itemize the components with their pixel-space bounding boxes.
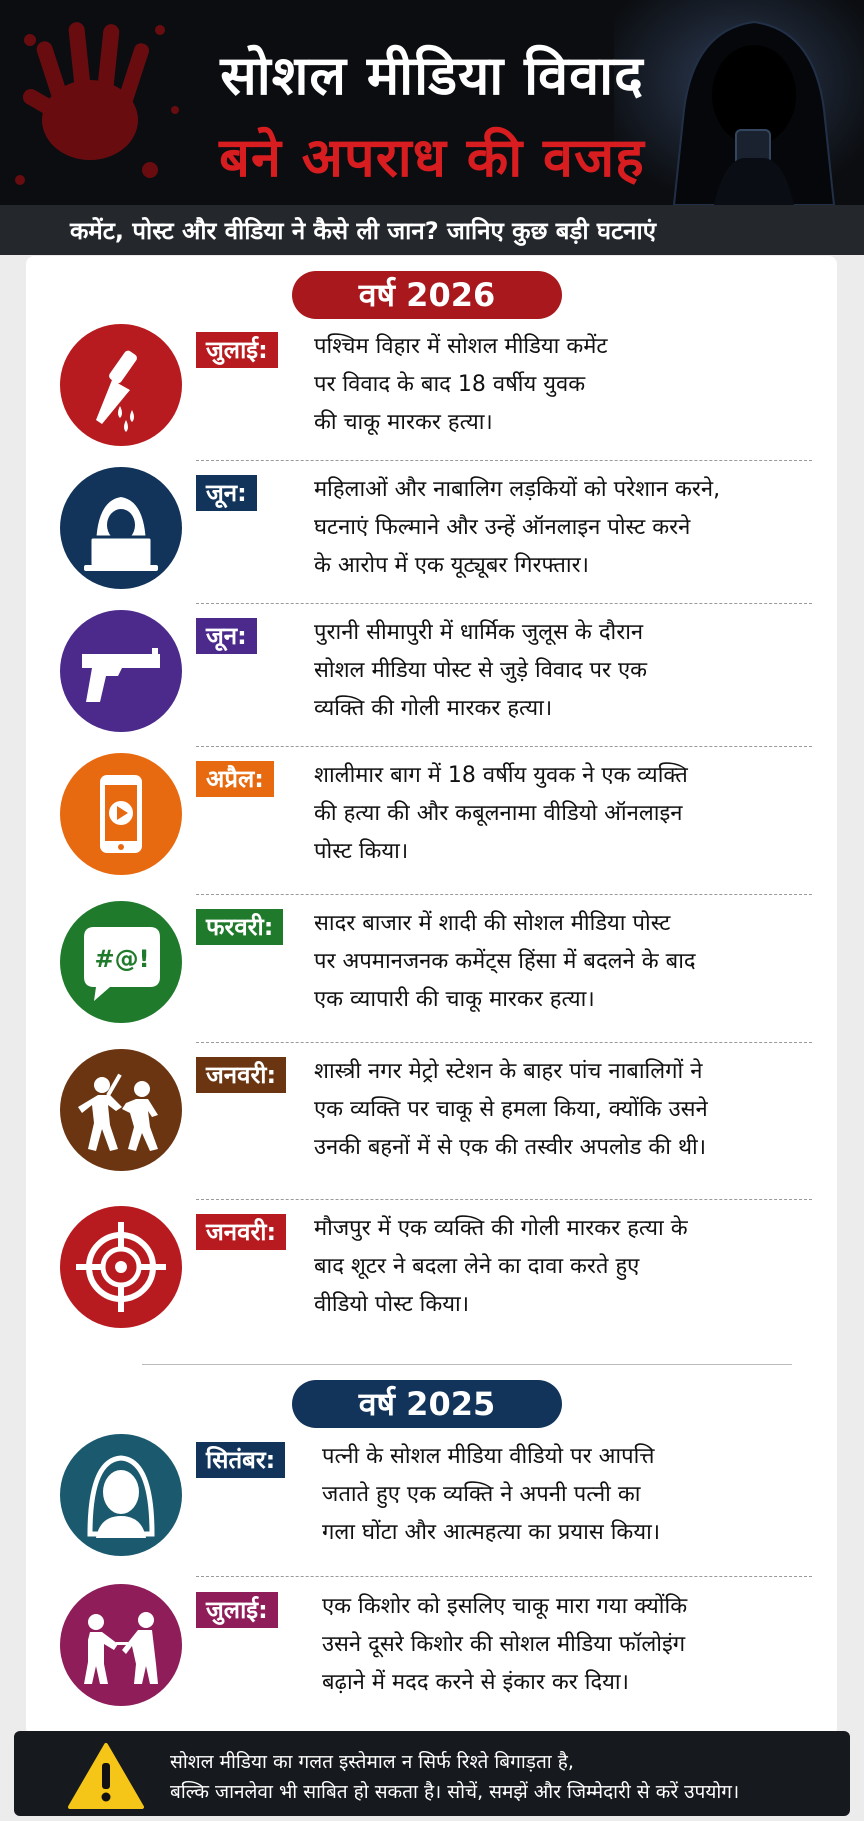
fight-icon bbox=[60, 1049, 182, 1171]
angry-comment-icon bbox=[60, 901, 182, 1023]
month-label: जून: bbox=[196, 618, 257, 654]
row-divider bbox=[196, 1199, 812, 1200]
subtitle: कमेंट, पोस्ट और वीडिया ने कैसे ली जान? जानिए कुछ बड़ी घटनाएं bbox=[70, 217, 656, 245]
year-2025-pill: वर्ष 2025 bbox=[292, 1380, 562, 1428]
footer-message bbox=[170, 1747, 840, 1807]
month-label: जनवरी: bbox=[196, 1057, 286, 1093]
header-banner bbox=[0, 0, 864, 205]
phone-video-icon bbox=[60, 753, 182, 875]
row-divider bbox=[196, 603, 812, 604]
incident-text: शालीमार बाग में 18 वर्षीय युवक ने एक व्यक्ति की हत्या की और कबूलनामा वीडियो ऑनलाइन पोस्ट किया। bbox=[314, 763, 688, 864]
incident-row bbox=[26, 897, 837, 1037]
incident-text: पत्नी के सोशल मीडिया वीडियो पर आपत्ति जताते हुए एक व्यक्ति ने अपनी पत्नी का गला घोंटा और आत्महत्या का प्रयास किया। bbox=[322, 1444, 661, 1545]
year-separator bbox=[142, 1364, 792, 1365]
incident-row bbox=[26, 463, 837, 603]
incident-row bbox=[26, 606, 837, 746]
row-divider bbox=[196, 460, 812, 461]
year-2026-pill: वर्ष 2026 bbox=[292, 271, 562, 319]
incident-text: शास्त्री नगर मेट्रो स्टेशन के बाहर पांच नाबालिगों ने एक व्यक्ति पर चाकू से हमला किया, क्योंकि उसने उनकी बहनों में से एक की तस्वीर अपलोड की थी। bbox=[314, 1059, 708, 1160]
incident-text: सादर बाजार में शादी की सोशल मीडिया पोस्ट पर अपमानजनक कमेंट्स हिंसा में बदलने के बाद एक व्यापारी की चाकू मारकर हत्या। bbox=[314, 911, 696, 1012]
month-label: जुलाई: bbox=[196, 332, 278, 368]
month-label: अप्रैल: bbox=[196, 761, 274, 797]
incident-row bbox=[26, 1045, 837, 1185]
headline-line-2: बने अपराध की वजह bbox=[219, 126, 645, 189]
headline-line-1: सोशल मीडिया विवाद bbox=[220, 44, 644, 107]
incident-row bbox=[26, 1202, 837, 1342]
incident-text: एक किशोर को इसलिए चाकू मारा गया क्योंकि उसने दूसरे किशोर की सोशल मीडिया फॉलोइंग बढ़ाने में मदद करने से इंकार कर दिया। bbox=[322, 1594, 688, 1695]
incident-text: महिलाओं और नाबालिग लड़कियों को परेशान करने, घटनाएं फिल्माने और उन्हें ऑनलाइन पोस्ट करने के आरोप में एक यूट्यूबर गिरफ्तार। bbox=[314, 477, 721, 578]
incident-row bbox=[26, 320, 837, 460]
month-label: फरवरी: bbox=[196, 909, 283, 945]
stabbing-icon bbox=[60, 1584, 182, 1706]
month-label: जनवरी: bbox=[196, 1214, 286, 1250]
warning-icon bbox=[66, 1741, 146, 1811]
svg-text:#@!: #@! bbox=[94, 945, 150, 973]
crosshair-icon bbox=[60, 1206, 182, 1328]
footer-warning-box bbox=[14, 1731, 850, 1816]
knife-icon bbox=[60, 324, 182, 446]
hacker-laptop-icon bbox=[60, 467, 182, 589]
row-divider bbox=[196, 894, 812, 895]
pistol-icon bbox=[60, 610, 182, 732]
row-divider bbox=[196, 1576, 812, 1577]
incident-text: मौजपुर में एक व्यक्ति की गोली मारकर हत्या के बाद शूटर ने बदला लेने का दावा करते हुए वीडियो पोस्ट किया। bbox=[314, 1216, 688, 1317]
incident-row bbox=[26, 749, 837, 889]
footer-line-2: बल्कि जानलेवा भी साबित हो सकता है। सोचें, समझें और जिम्मेदारी से करें उपयोग। bbox=[170, 1781, 740, 1803]
footer-line-1: सोशल मीडिया का गलत इस्तेमाल न सिर्फ रिश्ते बिगाड़ता है, bbox=[170, 1751, 574, 1773]
month-label: जुलाई: bbox=[196, 1592, 278, 1628]
incident-row bbox=[26, 1580, 837, 1720]
row-divider bbox=[196, 1042, 812, 1043]
incident-text: पुरानी सीमापुरी में धार्मिक जुलूस के दौरान सोशल मीडिया पोस्ट से जुड़े विवाद पर एक व्यक्ति की गोली मारकर हत्या। bbox=[314, 620, 648, 721]
month-label: जून: bbox=[196, 475, 257, 511]
woman-icon bbox=[60, 1434, 182, 1556]
row-divider bbox=[196, 746, 812, 747]
month-label: सितंबर: bbox=[196, 1442, 285, 1478]
incident-text: पश्चिम विहार में सोशल मीडिया कमेंट पर विवाद के बाद 18 वर्षीय युवक की चाकू मारकर हत्या। bbox=[314, 334, 608, 435]
incident-row bbox=[26, 1430, 837, 1570]
